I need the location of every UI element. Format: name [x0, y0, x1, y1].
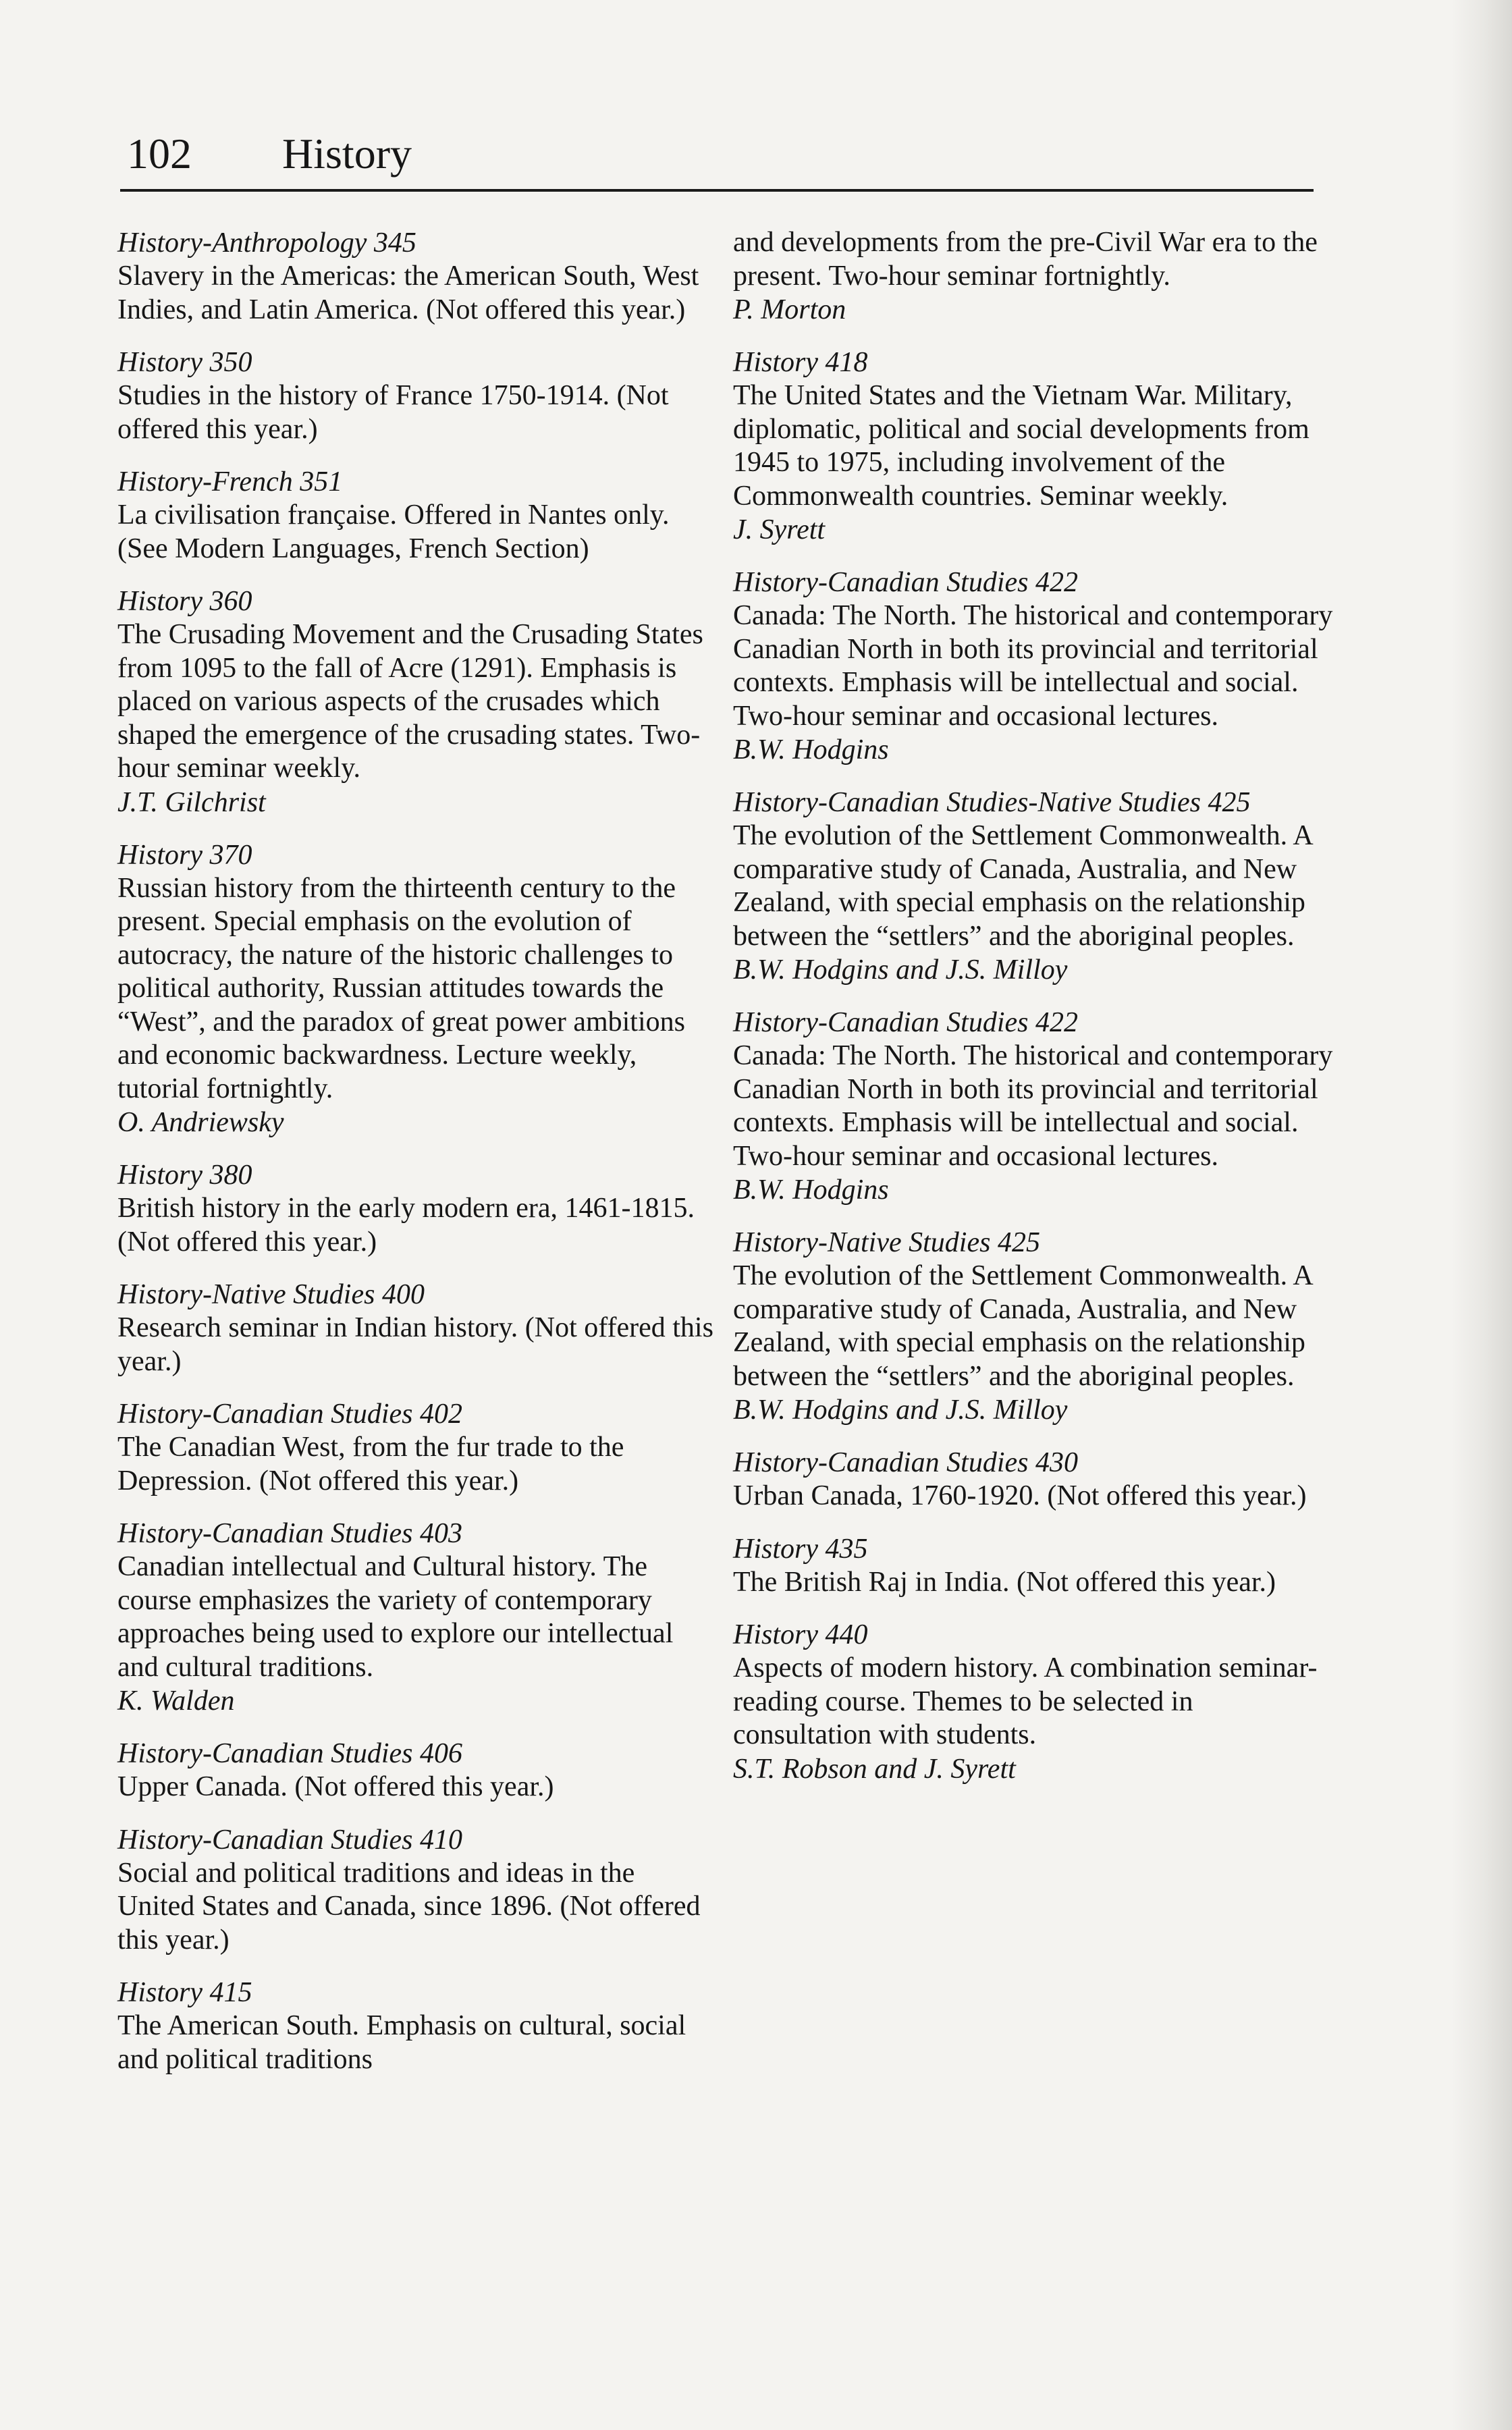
course-entry	[733, 566, 1334, 767]
course-entry	[117, 1397, 718, 1498]
course-description: Upper Canada. (Not offered this year.)	[117, 1771, 554, 1802]
course-entry	[733, 1446, 1334, 1513]
course-description: Canada: The North. The historical and contemporary Canadian North in both its provincial and territorial contexts. Emphasis will be intellectual and social. Two-hour seminar and occasional lectures.	[733, 600, 1333, 732]
course-entry	[733, 1226, 1334, 1427]
course-instructor: B.W. Hodgins and J.S. Milloy	[733, 954, 1068, 986]
page-edge-shadow	[1451, 0, 1512, 2430]
course-description: La civilisation française. Offered in Nantes only. (See Modern Languages, French Section)	[117, 500, 670, 564]
course-entry	[733, 1532, 1334, 1600]
course-entry	[733, 1006, 1334, 1207]
course-entry	[117, 465, 718, 566]
course-description: The evolution of the Settlement Commonwealth. A comparative study of Canada, Australia, and New Zealand, with special emphasis on the relationship between the “settlers” and the aboriginal peoples.	[733, 820, 1312, 952]
page-header	[127, 118, 1315, 189]
left-column	[117, 226, 718, 2095]
course-description: The Crusading Movement and the Crusading States from 1095 to the fall of Acre (1291). Emphasis is placed on various aspects of the crusades which shaped the emergence of the crusading states. Two-hour seminar weekly.	[117, 619, 703, 784]
course-description: The Canadian West, from the fur trade to the Depression. (Not offered this year.)	[117, 1432, 624, 1496]
course-instructor: B.W. Hodgins and J.S. Milloy	[733, 1395, 1068, 1426]
course-title: History-French 351	[117, 466, 343, 497]
course-title: History-Canadian Studies 422	[733, 567, 1078, 598]
course-description: Slavery in the Americas: the American South, West Indies, and Latin America. (Not offered this year.)	[117, 261, 699, 325]
course-title: History-Canadian Studies 422	[733, 1007, 1078, 1038]
section-title: History	[282, 130, 412, 178]
course-entry-continued	[733, 226, 1334, 327]
course-title: History-Canadian Studies 403	[117, 1518, 462, 1549]
course-instructor: B.W. Hodgins	[733, 734, 889, 765]
course-instructor: P. Morton	[733, 294, 846, 325]
course-entry	[117, 1737, 718, 1804]
course-title: History-Native Studies 425	[733, 1227, 1040, 1258]
course-title: History-Canadian Studies-Native Studies 425	[733, 787, 1251, 818]
course-entry	[117, 1823, 718, 1958]
course-title: History-Native Studies 400	[117, 1279, 425, 1310]
right-column	[733, 226, 1334, 1805]
course-description: and developments from the pre-Civil War era to the present. Two-hour seminar fortnightly.	[733, 227, 1318, 292]
course-title: History-Canadian Studies 430	[733, 1447, 1078, 1478]
course-description: The United States and the Vietnam War. Military, diplomatic, political and social developments from 1945 to 1975, including involvement of the Commonwealth countries. Seminar weekly.	[733, 380, 1310, 512]
course-entry	[117, 226, 718, 327]
course-title: History 370	[117, 839, 252, 871]
course-description: The American South. Emphasis on cultural, social and political traditions	[117, 2010, 686, 2075]
course-instructor: J.T. Gilchrist	[117, 786, 266, 818]
course-title: History 435	[733, 1533, 868, 1565]
course-description: Research seminar in Indian history. (Not offered this year.)	[117, 1312, 713, 1377]
course-description: Canadian intellectual and Cultural history. The course emphasizes the variety of contemporary approaches being used to explore our intellectual and cultural traditions.	[117, 1551, 674, 1683]
course-description: Studies in the history of France 1750-1914. (Not offered this year.)	[117, 380, 669, 445]
course-description: Urban Canada, 1760-1920. (Not offered this year.)	[733, 1480, 1307, 1511]
course-title: History 380	[117, 1160, 252, 1191]
course-instructor: J. Syrett	[733, 514, 826, 545]
course-title: History-Anthropology 345	[117, 227, 416, 259]
course-entry	[733, 346, 1334, 547]
course-entry	[117, 838, 718, 1140]
header-rule	[120, 189, 1314, 192]
course-description: Russian history from the thirteenth century to the present. Special emphasis on the evolution of autocracy, the nature of the historic challenges to political authority, Russian attitudes towards the “West”, and the paradox of great power ambitions and economic backwardness. Lecture weekly, tutorial fortnightly.	[117, 872, 685, 1104]
course-entry	[733, 1618, 1334, 1786]
course-entry	[117, 1158, 718, 1259]
course-description: Social and political traditions and ideas in the United States and Canada, since 1896. (Not offered this year.)	[117, 1857, 701, 1955]
course-description: Canada: The North. The historical and contemporary Canadian North in both its provincial and territorial contexts. Emphasis will be intellectual and social. Two-hour seminar and occasional lectures.	[733, 1040, 1333, 1172]
course-instructor: B.W. Hodgins	[733, 1174, 889, 1206]
course-title: History 415	[117, 1977, 252, 2008]
course-description: British history in the early modern era, 1461-1815. (Not offered this year.)	[117, 1193, 695, 1258]
course-entry	[117, 585, 718, 819]
course-title: History-Canadian Studies 406	[117, 1738, 462, 1769]
course-entry	[117, 1278, 718, 1378]
course-instructor: K. Walden	[117, 1685, 235, 1717]
course-entry	[733, 786, 1334, 987]
course-title: History 350	[117, 347, 252, 378]
course-title: History 360	[117, 586, 252, 617]
course-description: The evolution of the Settlement Commonwealth. A comparative study of Canada, Australia, and New Zealand, with special emphasis on the relationship between the “settlers” and the aboriginal peoples.	[733, 1260, 1312, 1392]
course-title: History 440	[733, 1619, 868, 1650]
course-title: History-Canadian Studies 402	[117, 1399, 462, 1430]
course-instructor: S.T. Robson and J. Syrett	[733, 1753, 1016, 1785]
course-entry	[117, 1976, 718, 2076]
course-title: History 418	[733, 347, 868, 378]
course-description: The British Raj in India. (Not offered this year.)	[733, 1566, 1276, 1598]
page-number: 102	[127, 130, 192, 178]
course-description: Aspects of modern history. A combination seminar-reading course. Themes to be selected in consultation with students.	[733, 1652, 1318, 1750]
course-title: History-Canadian Studies 410	[117, 1824, 462, 1856]
course-entry	[117, 1517, 718, 1718]
course-entry	[117, 346, 718, 446]
course-instructor: O. Andriewsky	[117, 1107, 284, 1138]
